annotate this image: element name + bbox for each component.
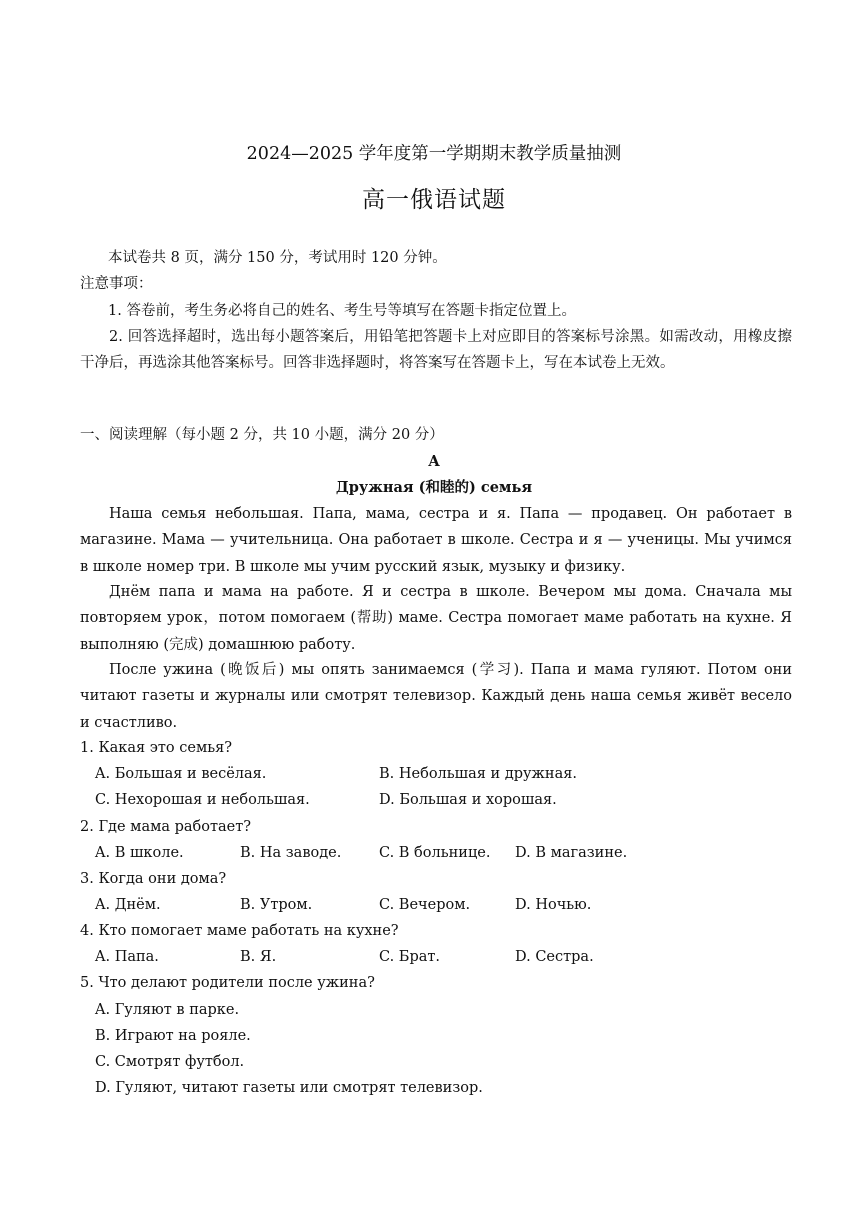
question-2-option-d: D. В магазине. [515,845,628,861]
exam-title: 2024—2025 学年度第一学期期末教学质量抽测 [246,144,622,164]
question-5-option-a: A. Гуляют в парке. [95,1002,240,1018]
question-2-option-b: B. На заводе. [240,845,342,861]
question-4-option-c: C. Брат. [379,949,441,965]
paper-info: 本试卷共 8 页，满分 150 分，考试用时 120 分钟。 [108,250,447,266]
notes-heading: 注意事项： [80,276,153,292]
question-1-option-c: C. Нехорошая и небольшая. [95,792,310,808]
question-2-stem: 2. Где мама работает? [80,819,252,835]
passage-paragraph-1: Наша семья небольшая. Папа, мама, сестра и я. Папа — продавец. Он работает в магазине. Мама — учительница. Она работает в школе. Сестра и я — ученицы. Мы учимся в школе номер три. В школе мы учим русский язык, музыку и физику. [80,506,792,575]
question-2-option-c: C. В больнице. [379,845,491,861]
question-4-stem: 4. Кто помогает маме работать на кухне? [80,923,399,939]
question-3-stem: 3. Когда они дома? [80,871,227,887]
passage-paragraph-2: Днём папа и мама на работе. Я и сестра в школе. Вечером мы дома. Сначала мы повторяем урок，потом помогаем (帮助) маме. Сестра помогает маме работать на кухне. Я выполняю (完成) домашнюю работу. [80,584,792,653]
passage-title: Дружная (和睦的) семья [335,479,533,496]
note-1: 1. 答卷前，考生务必将自己的姓名、考生号等填写在答题卡指定位置上。 [108,303,576,319]
question-5-stem: 5. Что делают родители после ужина? [80,975,375,991]
question-4-option-b: B. Я. [240,949,277,965]
question-4-option-d: D. Сестра. [515,949,594,965]
question-2-option-a: A. В школе. [95,845,184,861]
question-4-option-a: A. Папа. [95,949,159,965]
subject-title: 高一俄语试题 [362,187,506,213]
note-2: 2. 回答选择超时，选出每小题答案后，用铅笔把答题卡上对应即目的答案标号涂黑。如需改动，用橡皮擦干净后，再选涂其他答案标号。回答非选择题时，将答案写在答题卡上，写在本试卷上无效。 [80,329,792,372]
question-3-option-d: D. Ночью. [515,897,592,913]
question-1-option-d: D. Большая и хорошая. [379,792,557,808]
question-5-option-b: B. Играют на рояле. [95,1028,251,1044]
question-1-option-b: B. Небольшая и дружная. [379,766,577,782]
question-1-stem: 1. Какая это семья? [80,740,233,756]
question-3-option-c: C. Вечером. [379,897,471,913]
question-3-option-b: B. Утром. [240,897,313,913]
section-heading: 一、阅读理解（每小题 2 分，共 10 小题，满分 20 分） [80,427,444,443]
question-1-option-a: A. Большая и весёлая. [95,766,267,782]
passage-paragraph-3: После ужина (晚饭后) мы опять занимаемся (学习). Папа и мама гуляют. Потом они читают газеты и журналы или смотрят телевизор. Каждый день наша семья живёт весело и счастливо. [80,662,792,731]
passage-label: A [428,453,440,470]
question-3-option-a: A. Днём. [95,897,161,913]
question-5-option-d: D. Гуляют, читают газеты или смотрят телевизор. [95,1080,483,1096]
question-5-option-c: C. Смотрят футбол. [95,1054,245,1070]
